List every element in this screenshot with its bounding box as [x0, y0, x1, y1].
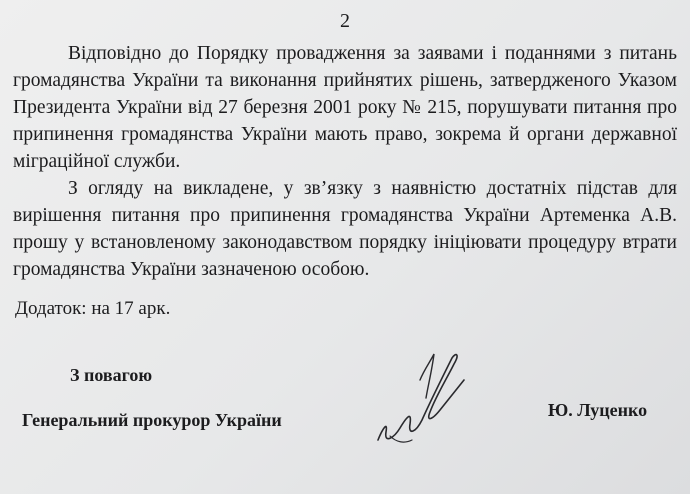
- paragraph-line: вирішення питання про припинення громадянства України Артеменка А.В.: [13, 205, 677, 226]
- paragraph-line: Президента України від 27 березня 2001 року № 215, порушувати питання про: [13, 97, 677, 118]
- signer-position: Генеральний прокурор України: [22, 410, 282, 430]
- paragraph-line: припинення громадянства України мають право, зокрема й органи державної: [13, 124, 677, 145]
- closing-regards: З повагою: [70, 365, 153, 385]
- paragraph-line: З огляду на викладене, у зв’язку з наявністю достатніх підстав для: [68, 178, 677, 199]
- paragraph-citizenship-procedure: [13, 40, 677, 175]
- paragraph-line: міграційної служби.: [13, 151, 181, 172]
- paragraph-line: прошу у встановленому законодавством порядку ініціювати процедуру втрати: [13, 232, 677, 253]
- signer-name: Ю. Луценко: [548, 400, 648, 420]
- handwritten-signature-icon: [360, 340, 480, 460]
- paragraph-line: громадянства України зазначеною особою.: [13, 259, 370, 280]
- paragraph-request: [13, 175, 677, 283]
- paragraph-line: громадянства України та виконання прийнятих рішень, затвердженого Указом: [13, 70, 677, 91]
- paragraph-line: Відповідно до Порядку провадження за заявами і поданнями з питань: [68, 43, 677, 64]
- attachment-note: Додаток: на 17 арк.: [15, 298, 171, 319]
- page-number: 2: [340, 10, 350, 32]
